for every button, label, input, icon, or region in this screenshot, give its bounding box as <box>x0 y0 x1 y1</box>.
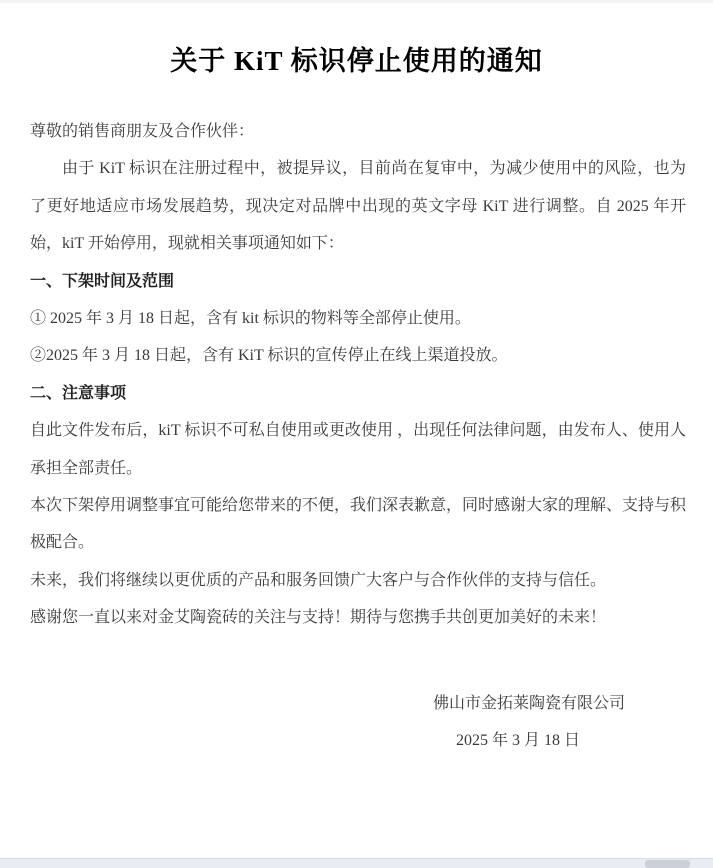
intro-paragraph: 由于 KiT 标识在注册过程中，被提异议，目前尚在复审中，为减少使用中的风险，也为了更好地适应市场发展趋势，现决定对品牌中出现的英文字母 KiT 进行调整。自 2025 年开始，kiT 开始停用，现就相关事项通知如下： <box>30 160 686 253</box>
document-title: 关于 KiT 标识停止使用的通知 <box>170 46 543 76</box>
signature-block <box>30 685 686 760</box>
section-1-item-1: ① 2025 年 3 月 18 日起，含有 kit 标识的物料等全部停止使用。 <box>30 310 471 328</box>
section-2-paragraph-apology: 本次下架停用调整事宜可能给您带来的不便，我们深表歉意，同时感谢大家的理解、支持与积极配合。 <box>30 497 687 552</box>
section-2-paragraph-legal: 自此文件发布后，kiT 标识不可私自使用或更改使用 ，出现任何法律问题，由发布人、使用人承担全部责任。 <box>30 422 686 477</box>
section-2-heading: 二、注意事项 <box>30 384 127 402</box>
horizontal-scrollbar-track[interactable] <box>0 858 713 868</box>
greeting-line: 尊敬的销售商朋友及合作伙伴： <box>30 123 255 140</box>
signature-company: 佛山市金拓莱陶瓷有限公司 <box>432 694 625 712</box>
document-body <box>30 113 686 760</box>
section-1-item-2: ②2025 年 3 月 18 日起，含有 KiT 标识的宣传停止在线上渠道投放。 <box>30 347 508 365</box>
signature-date: 2025 年 3 月 18 日 <box>455 732 580 750</box>
page-top-edge <box>0 0 713 3</box>
section-2-paragraph-future: 未来，我们将继续以更优质的产品和服务回馈广大客户与合作伙伴的支持与信任。 <box>30 571 607 589</box>
horizontal-scrollbar-thumb[interactable] <box>645 860 690 868</box>
section-2-paragraph-thanks: 感谢您一直以来对金艾陶瓷砖的关注与支持！期待与您携手共创更加美好的未来！ <box>30 609 607 627</box>
section-1-heading: 一、下架时间及范围 <box>30 272 175 290</box>
